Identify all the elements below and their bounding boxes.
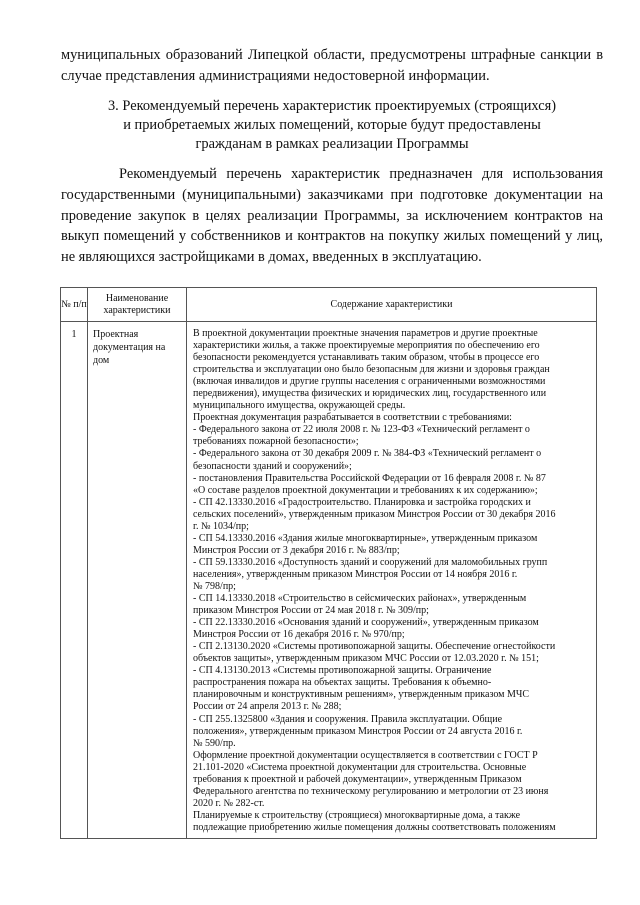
content-line: г. № 1034/пр; <box>193 520 249 532</box>
content-line: Проектная документация разрабатывается в соответствии с требованиями: <box>193 412 512 424</box>
content-line: - СП 2.13130.2020 «Системы противопожарной защиты. Обеспечение огнестойкости <box>193 641 556 653</box>
section-heading-line: 3. Рекомендуемый перечень характеристик проектируемых (строящихся) <box>107 98 557 114</box>
content-line: № 798/пр; <box>193 580 236 592</box>
content-line: требования к проектной и рабочей документации», утвержденным Приказом <box>193 773 522 785</box>
content-line: строительства и эксплуатации оно было безопасным для жизни и здоровья граждан <box>193 364 550 376</box>
header-content: Содержание характеристики <box>187 288 597 322</box>
content-line: «О составе разделов проектной документации и требованиях к их содержанию»; <box>193 484 538 496</box>
content-line: (включая инвалидов и другие группы населения с ограниченными возможностями <box>193 376 546 388</box>
row-content <box>187 322 597 839</box>
content-line: Федерального агентства по техническому регулированию и метрологии от 23 июня <box>193 785 549 797</box>
section-heading-line: гражданам в рамках реализации Программы <box>195 136 469 152</box>
content-line: № 590/пр. <box>193 737 236 749</box>
content-line: - Федерального закона от 22 июля 2008 г. № 123-ФЗ «Технический регламент о <box>193 424 530 436</box>
content-line: 21.101-2020 «Система проектной документации для строительства. Основные <box>193 761 527 773</box>
content-line: - Федерального закона от 30 декабря 2009 г. № 384-ФЗ «Технический регламент о <box>193 448 542 460</box>
content-line: - СП 59.13330.2016 «Доступность зданий и сооружений для маломобильных групп <box>193 556 548 568</box>
content-line: муниципального имущества, окружающей среды. <box>193 400 406 412</box>
content-line: Минстроя России от 3 декабря 2016 г. № 883/пр; <box>193 544 400 556</box>
section-heading-line: и приобретаемых жилых помещений, которые будут предоставлены <box>123 117 541 133</box>
row-num: 1 <box>61 322 88 839</box>
content-line: - СП 42.13330.2016 «Градостроительство. Планировка и застройка городских и <box>193 496 531 508</box>
content-line: положения», утвержденным приказом Минстроя России от 24 августа 2016 г. <box>193 725 523 737</box>
content-line: подлежащие приобретению жилые помещения должны соответствовать положениям <box>193 821 556 833</box>
content-line: - постановления Правительства Российской Федерации от 16 февраля 2008 г. № 87 <box>193 472 546 484</box>
content-line: В проектной документации проектные значения параметров и другие проектные <box>193 328 538 339</box>
characteristics-table <box>60 287 597 839</box>
content-line: - СП 14.13330.2018 «Строительство в сейсмических районах», утвержденным <box>193 593 527 605</box>
section-heading <box>61 97 603 154</box>
header-num: № п/п <box>61 288 88 322</box>
content-line: характеристики жилья, а также проектируемые мероприятия по обеспечению его <box>193 340 540 352</box>
row-name: Проектная документация на дом <box>88 322 187 839</box>
content-line: безопасности рекомендуется устанавливать таким образом, чтобы в процессе его <box>193 352 540 364</box>
content-line: приказом Минстроя России от 24 мая 2018 г. № 309/пр; <box>193 605 429 617</box>
content-line: требованиях пожарной безопасности»; <box>193 436 359 448</box>
content-line: безопасности зданий и сооружений»; <box>193 460 352 472</box>
content-line: - СП 54.13330.2016 «Здания жилые многоквартирные», утвержденным приказом <box>193 532 538 544</box>
table-header-row <box>61 288 597 322</box>
header-name: Наименование характеристики <box>88 288 187 322</box>
content-line: планировочным и конструктивным решениям», утвержденным приказом МЧС <box>193 689 530 701</box>
content-line: - СП 255.1325800 «Здания и сооружения. Правила эксплуатации. Общие <box>193 713 503 725</box>
top-paragraph: муниципальных образований Липецкой области, предусмотрены штрафные санкции в случае представления администрациями недостоверной информации. <box>61 47 603 84</box>
content-line: Минстроя России от 16 декабря 2016 г. № 970/пр; <box>193 629 405 641</box>
content-line: Планируемые к строительству (строящиеся) многоквартирные дома, а также <box>193 809 521 821</box>
content-line: Оформление проектной документации осуществляется в соответствии с ГОСТ Р <box>193 749 538 761</box>
content-line: России от 24 апреля 2013 г. № 288; <box>193 701 342 713</box>
content-line: населения», утвержденным приказом Минстроя России от 14 ноября 2016 г. <box>193 568 518 580</box>
intro-paragraph: Рекомендуемый перечень характеристик предназначен для использования государственными (муниципальными) заказчиками при подготовке документации на проведение закупок в целях реализации Программы, за исключением контрактов на выкуп помещений у собственников и контрактов на покупку жилых помещений у лиц, не являющихся застройщиками в домах, введенных в эксплуатацию. <box>61 166 603 266</box>
content-line: сельских поселений», утвержденным приказом Минстроя России от 30 декабря 2016 <box>193 508 556 520</box>
table-row <box>61 322 597 839</box>
content-line: передвижения), имущества физических и юридических лиц, государственного или <box>193 388 547 400</box>
content-line: 2020 г. № 282-ст. <box>193 797 265 809</box>
content-line: - СП 4.13130.2013 «Системы противопожарной защиты. Ограничение <box>193 665 492 677</box>
content-line: объектов защиты», утвержденным приказом МЧС России от 12.03.2020 г. № 151; <box>193 653 539 665</box>
content-line: - СП 22.13330.2016 «Основания зданий и сооружений», утвержденным приказом <box>193 617 539 629</box>
content-line: распространения пожара на объектах защиты. Требования к объемно- <box>193 677 492 689</box>
